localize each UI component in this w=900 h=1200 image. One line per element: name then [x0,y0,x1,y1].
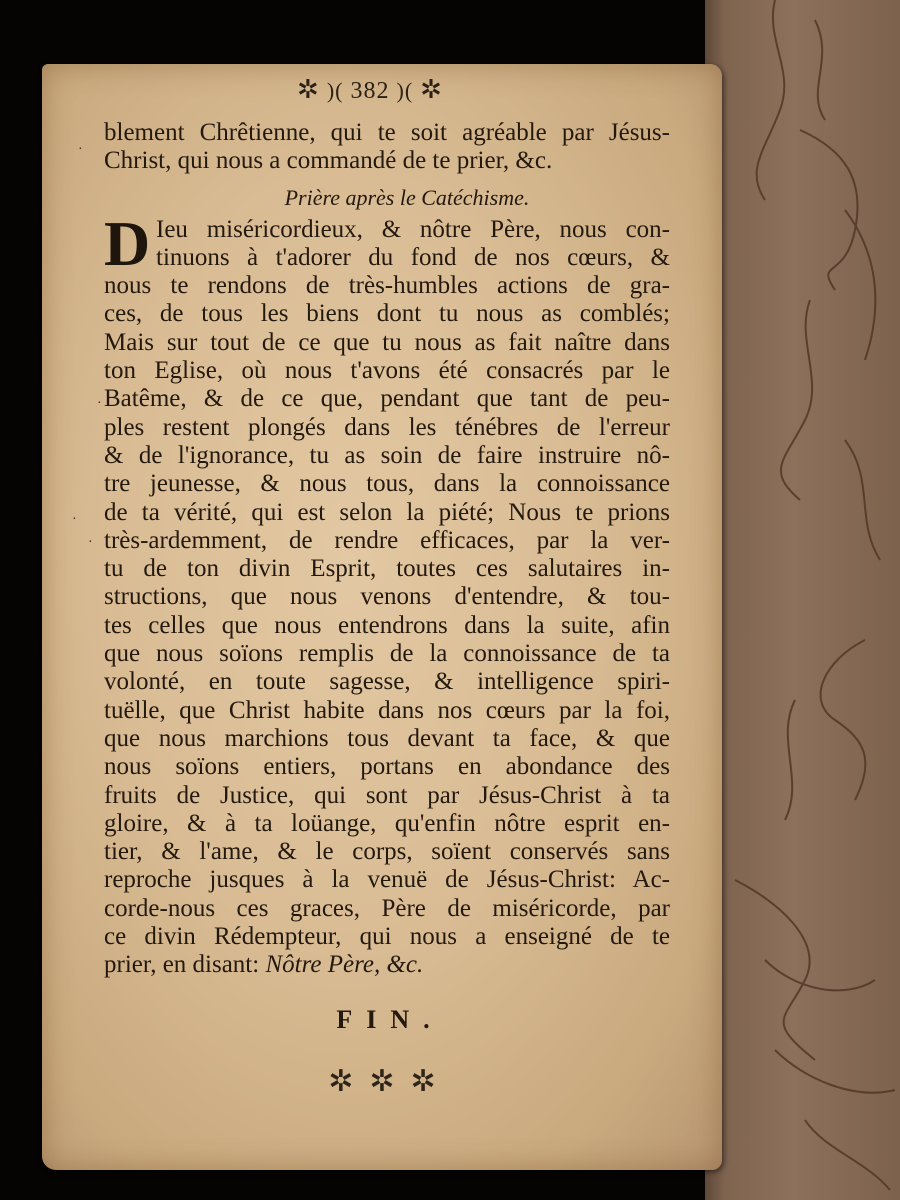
text-line: gloire, & à ta loüange, qu'enfin nôtre esprit en- [104,809,670,837]
text-line: nous te rendons de très-humbles actions de gra- [104,272,670,300]
prayer-title: Prière après le Catéchisme. [284,184,530,210]
ornament-right-icon: ✲ [420,75,443,104]
text-line: tre jeunesse, & nous tous, dans la connoissance [104,470,670,498]
bracket-left: )( [326,78,344,103]
fleuron-ornaments-icon: ✲✲✲ [328,1065,452,1098]
continuation-line: blement Chrêtienne, qui te soit agréable par Jésus- [104,119,670,146]
text-line: très-ardemment, de rendre efficaces, par la ver- [104,526,670,554]
ink-dot: · [72,512,77,527]
body-lines [104,272,670,951]
text-line: que nous marchions tous devant ta face, & que [104,724,670,752]
ornament-left-icon: ✲ [297,75,320,104]
text-block [104,119,670,980]
text-line: ton Eglise, où nous t'avons été consacrés par le [104,357,670,385]
text-line: & de l'ignorance, tu as soin de faire instruire nô- [104,441,670,469]
text-line: tier, & l'ame, & le corps, soïent conservés sans [104,838,670,866]
closing-text: prier, en disant: [104,951,266,979]
closing-italic: Nôtre Père, &c. [265,951,424,979]
text-line: structions, que nous venons d'entendre, & tou- [104,583,670,611]
text-line: ces, de tous les biens dont tu nous as comblés; [104,300,670,328]
drop-cap: D [104,207,151,279]
text-line: de ta vérité, qui est selon la piété; Nous te prions [104,498,670,526]
ink-dot: · [78,142,83,157]
text-line: tes celles que nous entendrons dans la suite, afin [104,611,670,639]
fin-label: FIN. [336,1005,444,1034]
text-line: ce divin Rédempteur, qui nous a enseigné de te [104,923,670,951]
prayer-paragraph [104,207,670,980]
text-line: tinuons à t'adorer du fond de nos cœurs, & [156,243,670,271]
page-number: 382 [350,78,390,104]
text-line: volonté, en toute sagesse, & intelligence spiri- [104,668,670,696]
ink-dot: · [88,535,93,550]
closing-line [104,951,670,979]
text-line: reproche jusques à la venuë de Jésus-Christ: Ac- [104,866,670,894]
text-line: Mais sur tout de ce que tu nous as fait naître dans [104,328,670,356]
text-line: Batême, & de ce que, pendant que tant de peu- [104,385,670,413]
text-line: Ieu miséricordieux, & nôtre Père, nous con- [156,215,670,243]
text-line: que nous soïons remplis de la connoissance de ta [104,640,670,668]
ink-dot: · [97,396,102,411]
text-line: tuëlle, que Christ habite dans nos cœurs par la foi, [104,696,670,724]
continuation-line: Christ, qui nous a commandé de te prier, &c. [104,147,553,175]
text-line: tu de ton divin Esprit, toutes ces salutaires in- [104,555,670,583]
text-line: fruits de Justice, qui sont par Jésus-Christ à ta [104,781,670,809]
text-line: ples restent plongés dans les ténébres de l'erreur [104,413,670,441]
page-header [0,75,740,105]
text-line: corde-nous ces graces, Père de miséricorde, par [104,894,670,922]
text-line: nous soïons entiers, portans en abondance des [104,753,670,781]
bracket-right: )( [396,78,414,103]
